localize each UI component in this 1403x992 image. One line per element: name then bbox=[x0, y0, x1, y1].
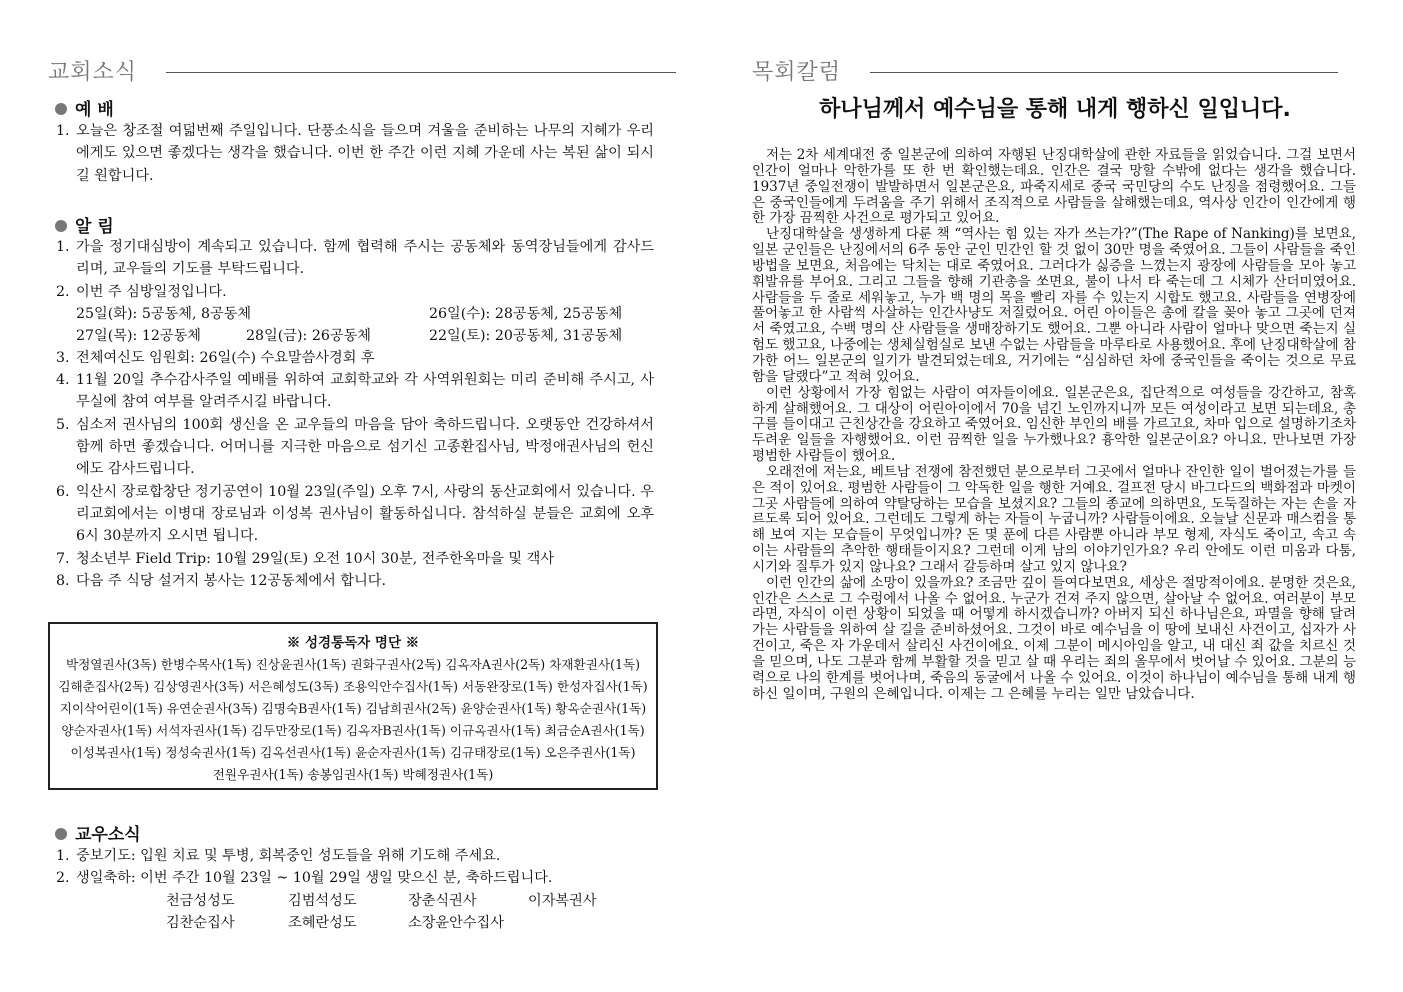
worship-section-title bbox=[55, 95, 114, 120]
bullet-icon bbox=[55, 103, 67, 115]
schedule-entry: 22일(토): 20공동체, 31공동체 bbox=[429, 327, 623, 344]
notice-section-title bbox=[55, 212, 114, 237]
schedule-entry: 27일(목): 12공동체 bbox=[76, 327, 201, 344]
readers-line: 전원우권사(1독) 송봉임권사(1독) 박혜정권사(1독) bbox=[212, 767, 494, 782]
left-header-rule bbox=[166, 72, 676, 73]
column-paragraph: 이런 상황에서 가장 힘없는 사람이 여자들이에요. 일본군은요, 집단적으로 여성들을 강간하고, 참혹하게 살해했어요. 그 대상이 어린아이에서 70을 넘긴 노인까지니까 모든 여성이라고 보면 되는데요, 총구를 들이대고 근친상간을 강요하고 죽였어요. 임신한 부인의 배를 가르고요, 차마 입으로 설명하기조차 두려운 일들을 자행했어요. 이런 끔찍한 일을 누가했나요? 흉악한 일본군이요? 아니요. 만나보면 가장 평범한 사람들이 했어요. bbox=[752, 384, 1356, 465]
list-item: 2. 생일축하: 이번 주간 10월 23일 ~ 10월 29일 생일 맞으신 분, 축하드립니다. 천금성성도 김범석성도 장춘식권사 이자복권사 김찬순집사 조혜란성도 소장윤안수집사 bbox=[52, 867, 672, 933]
list-item: 1. 가을 정기대심방이 계속되고 있습니다. 함께 협력해 주시는 공동체와 동역장님들에게 감사드리며, 교우들의 기도를 부탁드립니다. bbox=[56, 239, 654, 278]
readers-line: 지이삭어린이(1독) 유연순권사(3독) 김명숙B권사(1독) 김남희권사(2독) 윤양순권사(1독) 황옥순권사(1독) bbox=[59, 701, 647, 716]
list-item: 1. 오늘은 창조절 여덟번째 주일입니다. 단풍소식을 들으며 겨울을 준비하는 나무의 지혜가 우리에게도 있으면 좋겠다는 생각을 했습니다. 이번 한 주간 이런 지혜 가운데 사는 복된 삶이 되시길 원합니다. bbox=[56, 123, 654, 184]
right-header bbox=[752, 55, 1342, 83]
right-header-rule bbox=[870, 72, 1338, 73]
notice-item-text: 청소년부 Field Trip: 10월 29일(토) 오전 10시 30분, 전주한옥마을 및 객사 bbox=[76, 550, 555, 567]
list-item: 2. 이번 주 심방일정입니다. 25일(화): 5공동체, 8공동체 26일(수): 28공동체, 25공동체 27일(목): 12공동체 28일(금): 26공동체 22일(토): 20공동체, 31공동체 bbox=[52, 281, 654, 347]
notice-item-text: 심소저 권사님의 100회 생신을 온 교우들의 마음을 담아 축하드립니다. 오랫동안 건강하셔서 함께 하면 좋겠습니다. 어머니를 지극한 마음으로 섬기신 고종환집사님, 박정애권사님의 헌신에도 감사드립니다. bbox=[76, 416, 654, 478]
readers-line: 박정열권사(3독) 한병수목사(1독) 진상윤권사(1독) 권화구권사(2독) 김옥자A권사(2독) 차재환권사(1독) bbox=[65, 657, 641, 672]
birthday-names bbox=[76, 890, 672, 934]
list-item: 6. 익산시 장로합창단 정기공연이 10월 23일(주일) 오후 7시, 사랑의 동산교회에서 있습니다. 우리교회에서는 이병대 장로님과 이성복 권사님이 활동하십니다. 참석하실 분들은 교회에 오후 6시 30분까지 오시면 됩니다. bbox=[56, 483, 654, 545]
notice-item-text: 전체여신도 임원회: 26일(수) 수요말씀사경회 후 bbox=[76, 349, 375, 366]
notice-list bbox=[52, 236, 654, 592]
members-section-title bbox=[55, 820, 141, 845]
notice-item-text: 익산시 장로합창단 정기공연이 10월 23일(주일) 오후 7시, 사랑의 동산교회에서 있습니다. 우리교회에서는 이병대 장로님과 이성복 권사님이 활동하십니다. 참석하실 분들은 교회에 오후 6시 30분까지 오시면 됩니다. bbox=[76, 483, 654, 545]
column-paragraph: 이런 인간의 삶에 소망이 있을까요? 조금만 깊이 들여다보면요, 세상은 절망적이에요. 분명한 것은요, 인간은 스스로 그 수렁에서 나올 수 없어요. 누군가 건져 주지 않으면, 살아날 수 없어요. 여러분이 부모라면, 자식이 이런 상황이 되었을 때 어떻게 하시겠습니까? 아버지 되신 하나님은요, 파멸을 향해 달려가는 사람들을 위하여 살 길을 준비하셨어요. 그것이 바로 예수님을 이 땅에 보내신 사건이고, 십자가 사건이고, 죽은 자 가운데서 살리신 사건이에요. 이제 그분이 메시아임을 알고, 내 대신 죄 값을 치르신 것을 믿으며, 나도 그분과 함께 부활할 것을 믿고 살 때 우리는 죄의 올무에서 벗어날 수 있어요. 그분의 능력으로 나의 한계를 벗어나며, 죽음의 동굴에서 나올 수 있어요. 이것이 하나님이 예수님을 통해 내게 행하신 일이며, 구원의 은혜입니다. 이제는 그 은혜를 누리는 일만 남았습니다. bbox=[752, 574, 1356, 702]
readers-line: 양순자권사(1독) 서석자권사(1독) 김두만장로(1독) 김옥자B권사(1독) 이규옥권사(1독) 최금순A권사(1독) bbox=[61, 723, 645, 738]
schedule-entry: 25일(화): 5공동체, 8공동체 bbox=[76, 305, 252, 322]
birthday-name: 장춘식권사 bbox=[408, 892, 477, 909]
notice-item-text: 다음 주 식당 설거지 봉사는 12공동체에서 합니다. bbox=[76, 572, 387, 589]
list-item: 1. 중보기도: 입원 치료 및 투병, 회복중인 성도들을 위해 기도해 주세요. bbox=[56, 848, 501, 864]
birthday-name: 김범석성도 bbox=[288, 892, 357, 909]
birthday-name: 조혜란성도 bbox=[288, 914, 357, 931]
schedule-entry: 28일(금): 26공동체 bbox=[246, 327, 371, 344]
birthday-name: 김찬순집사 bbox=[166, 914, 235, 931]
notice-item-text: 이번 주 심방일정입니다. bbox=[76, 283, 227, 300]
readers-title: ※ 성경통독자 명단 ※ bbox=[286, 635, 420, 651]
bullet-icon bbox=[55, 828, 67, 840]
worship-title: 예 배 bbox=[75, 100, 114, 120]
members-item-text: 중보기도: 입원 치료 및 투병, 회복중인 성도들을 위해 기도해 주세요. bbox=[76, 848, 501, 864]
right-header-title: 목회칼럼 bbox=[752, 60, 842, 85]
column-paragraph: 난징대학살을 생생하게 다룬 책 “역사는 힘 있는 자가 쓰는가?”(The Rape of Nanking)를 보면요, 일본 군인들은 난징에서의 6주 동안 군인 민간인 할 것 없이 30만 명을 죽였어요. 그들이 사람들을 죽인 방법을 보면요, 처음에는 닥치는 대로 죽였어요. 그러다가 싫증을 느꼈는지 광장에 사람들을 모아 놓고 휘발유를 부어요. 그리고 그들을 향해 기관총을 쏘면요, 불이 나서 타 죽는데 그 시체가 산더미였어요. 사람들을 두 줄로 세워놓고, 누가 백 명의 목을 빨리 자를 수 있는지 시합도 했고요. 사람들을 연병장에 풀어놓고 한 사람씩 사살하는 인간사냥도 저질렀어요. 어린 아이들은 총에 칼을 꽂아 놓고 그곳에 던져서 죽였고요, 수백 명의 산 사람들을 생매장하기도 했어요. 그뿐 아니라 사람이 얼마나 맞으면 죽는지 실험도 했고요, 나중에는 생체실험실로 보낸 수없는 사람들을 마루타로 사용했어요. 후에 난징대학살에 참가한 어느 일본군의 일기가 발견되었는데요, 거기에는 “심심하던 차에 중국인들을 죽이는 것으로 무료함을 달랬다”고 적혀 있어요. bbox=[752, 226, 1356, 385]
notice-title: 알 림 bbox=[75, 217, 114, 237]
column-paragraph: 저는 2차 세계대전 중 일본군에 의하여 자행된 난징대학살에 관한 자료들을 읽었습니다. 그걸 보면서 인간이 얼마나 악한가를 또 한 번 확인했는데요. 인간은 결국 망할 수밖에 없다는 생각을 했습니다. 1937년 중일전쟁이 발발하면서 일본군은요, 파죽지세로 중국 국민당의 수도 난징을 점령했어요. 그들은 중국인들에게 두려움을 주기 위해서 조직적으로 사람들을 살해했는데요, 역사상 인간이 인간에게 행한 가장 끔찍한 사건으로 평가되고 있어요. bbox=[752, 147, 1356, 227]
bullet-icon bbox=[55, 220, 67, 232]
visit-schedule bbox=[76, 303, 654, 347]
list-item: 3. 전체여신도 임원회: 26일(수) 수요말씀사경회 후 bbox=[56, 349, 375, 366]
column-body bbox=[752, 148, 1356, 703]
worship-item-text: 오늘은 창조절 여덟번째 주일입니다. 단풍소식을 들으며 겨울을 준비하는 나무의 지혜가 우리에게도 있으면 좋겠다는 생각을 했습니다. 이번 한 주간 이런 지혜 가운데 사는 복된 삶이 되시길 원합니다. bbox=[76, 123, 654, 184]
list-item: 7. 청소년부 Field Trip: 10월 29일(토) 오전 10시 30분, 전주한옥마을 및 객사 bbox=[56, 550, 555, 567]
schedule-entry: 26일(수): 28공동체, 25공동체 bbox=[429, 305, 623, 322]
notice-item-text: 가을 정기대심방이 계속되고 있습니다. 함께 협력해 주시는 공동체와 동역장님들에게 감사드리며, 교우들의 기도를 부탁드립니다. bbox=[76, 239, 654, 278]
birthday-name: 이자복권사 bbox=[528, 892, 597, 909]
readers-line: 김해춘집사(2독) 김상영권사(3독) 서은혜성도(3독) 조용익안수집사(1독) 서동완장로(1독) 한성자집사(1독) bbox=[58, 679, 648, 694]
column-paragraph: 오래전에 저는요, 베트남 전쟁에 참전했던 분으로부터 그곳에서 얼마나 잔인한 일이 벌어졌는가를 들은 적이 있어요. 평범한 사람들이 그 악독한 일을 행한 거예요. 걸프전 당시 바그다드의 백화점과 마켓이 그곳 사람들에 의하여 약탈당하는 모습을 보셨지요? 그들의 종교에 의하면요, 도둑질하는 자는 손을 자르도록 되어 있어요. 그런데도 그렇게 하는 자들이 누굽니까? 사람들이에요. 오늘날 신문과 매스컴을 통해 보여 지는 모습들이 무엇입니까? 돈 몇 푼에 다른 사람뿐 아니라 부모 형제, 자식도 죽이고, 속고 속이는 사람들의 추악한 행태들이지요? 그런데 이게 남의 이야기인가요? 우리 안에도 이런 미움과 다툼, 시기와 질투가 있지 않나요? 그래서 갈등하며 살고 있지 않나요? bbox=[752, 463, 1356, 575]
members-item-text: 생일축하: 이번 주간 10월 23일 ~ 10월 29일 생일 맞으신 분, 축하드립니다. bbox=[76, 870, 553, 887]
notice-item-text: 11월 20일 추수감사주일 예배를 위하여 교회학교와 각 사역위원회는 미리 준비해 주시고, 사무실에 참여 여부를 알려주시길 바랍니다. bbox=[76, 372, 654, 411]
readers-line: 이성복권사(1독) 정성숙권사(1독) 김옥선권사(1독) 윤순자권사(1독) 김규태장로(1독) 오은주권사(1독) bbox=[70, 745, 636, 760]
column-title: 하나님께서 예수님을 통해 내게 행하신 일입니다. bbox=[819, 97, 1291, 122]
members-title: 교우소식 bbox=[75, 825, 141, 845]
list-item: 4. 11월 20일 추수감사주일 예배를 위하여 교회학교와 각 사역위원회는 미리 준비해 주시고, 사무실에 참여 여부를 알려주시길 바랍니다. bbox=[56, 372, 654, 411]
bible-readers-box bbox=[48, 622, 658, 790]
left-header bbox=[48, 55, 676, 83]
birthday-name: 천금성성도 bbox=[166, 892, 235, 909]
birthday-name: 소장윤안수집사 bbox=[408, 914, 504, 931]
worship-list bbox=[52, 120, 654, 187]
members-list bbox=[52, 845, 672, 934]
left-header-title: 교회소식 bbox=[48, 60, 138, 85]
list-item: 5. 심소저 권사님의 100회 생신을 온 교우들의 마음을 담아 축하드립니다. 오랫동안 건강하셔서 함께 하면 좋겠습니다. 어머니를 지극한 마음으로 섬기신 고종환집사님, 박정애권사님의 헌신에도 감사드립니다. bbox=[56, 416, 654, 478]
list-item: 8. 다음 주 식당 설거지 봉사는 12공동체에서 합니다. bbox=[56, 572, 387, 589]
